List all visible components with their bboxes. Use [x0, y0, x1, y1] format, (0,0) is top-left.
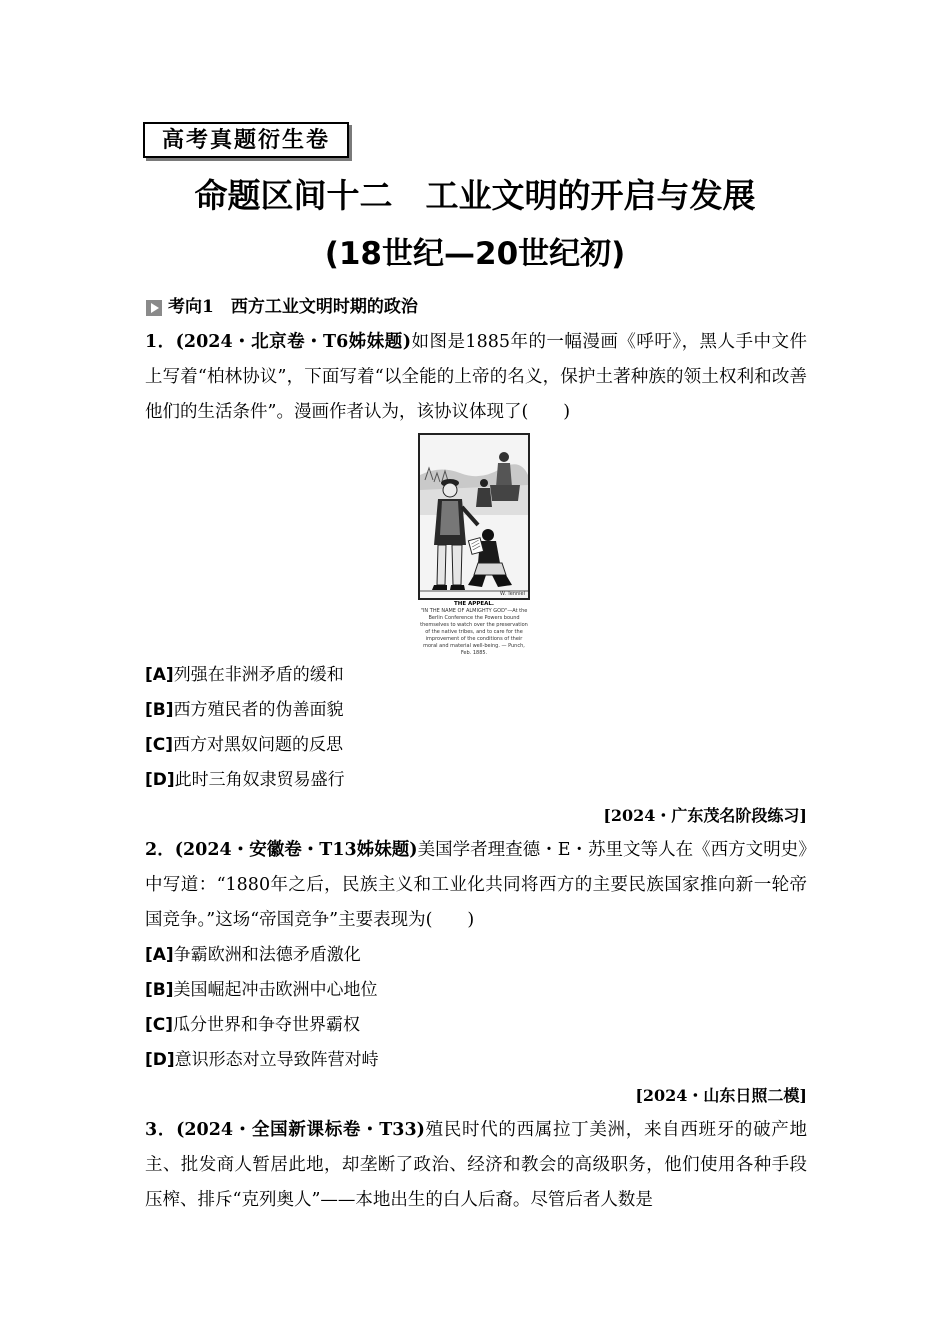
question-source-tag: (2024・安徽卷・T13姊妹题) — [174, 840, 418, 860]
question-stem: 如图是1885年的一幅漫画《呼吁》，黑人手中文件上写着“柏林协议”，下面写着“以全能的上帝的名义，保护土著种族的领土权利和改善他们的生活条件”。漫画作者认为，该协议体现了( ) — [145, 332, 807, 422]
option-letter: [A] — [145, 665, 174, 685]
section-label: 考向1 西方工业文明时期的政治 — [168, 297, 418, 317]
cartoon-drawing — [420, 435, 528, 598]
exam-tag: 高考真题衍生卷 — [143, 122, 349, 158]
option-b[interactable] — [145, 973, 807, 1008]
caption-title: THE APPEAL. — [454, 601, 494, 607]
question-1 — [145, 325, 807, 430]
content — [145, 290, 807, 1218]
question-3 — [145, 1113, 807, 1218]
question-stem: 殖民时代的西属拉丁美洲，来自西班牙的破产地主、批发商人暂居此地，却垄断了政治、经济和教会的高级职务，他们使用各种手段压榨、排斥“克列奥人”——本地出生的白人后裔。尽管后者人数是 — [145, 1120, 807, 1210]
option-text: 意识形态对立导致阵营对峙 — [174, 1050, 379, 1070]
option-letter: [B] — [145, 700, 174, 720]
option-text: 列强在非洲矛盾的缓和 — [173, 665, 344, 685]
option-letter: [A] — [145, 945, 174, 965]
question-stem: 美国学者理查德・E・苏里文等人在《西方文明史》中写道：“1880年之后，民族主义和工业化共同将西方的主要民族国家推向新一轮帝国竞争。”这场“帝国竞争”主要表现为( ) — [145, 840, 807, 930]
caption-text: "IN THE NAME OF ALMIGHTY GOD"—At the Berlin Conference the Powers bound themselves to watch over the preservation of the native tribes, and to care for the improvement of the conditions of their moral and material well-being. — Punch, Feb. 1885. — [420, 608, 528, 656]
option-letter: [C] — [145, 735, 174, 755]
play-icon — [146, 300, 162, 316]
question-2 — [145, 833, 807, 938]
option-text: 西方对黑奴问题的反思 — [173, 735, 344, 755]
option-a[interactable] — [145, 938, 807, 973]
option-text: 争霸欧洲和法德矛盾激化 — [173, 945, 361, 965]
option-letter: [C] — [145, 1015, 174, 1035]
option-text: 美国崛起冲击欧洲中心地位 — [173, 980, 378, 1000]
page-title: 命题区间十二 工业文明的开启与发展 — [194, 176, 756, 215]
cartoon-caption — [418, 601, 530, 657]
option-letter: [D] — [145, 1050, 175, 1070]
option-d[interactable] — [145, 763, 807, 798]
question-number: 3． — [145, 1120, 177, 1140]
option-letter: [D] — [145, 770, 175, 790]
cartoon-figure — [145, 433, 807, 656]
option-c[interactable] — [145, 728, 807, 763]
question-source-tag: (2024・北京卷・T6姊妹题) — [175, 332, 411, 352]
cartoon-image — [418, 433, 530, 600]
question-number: 2． — [145, 840, 175, 860]
option-a[interactable] — [145, 658, 807, 693]
section-heading — [145, 290, 807, 325]
question-source: [2024・山东日照二模] — [635, 1086, 807, 1105]
option-c[interactable] — [145, 1008, 807, 1043]
option-text: 西方殖民者的伪善面貌 — [173, 700, 344, 720]
option-letter: [B] — [145, 980, 174, 1000]
question-source: [2024・广东茂名阶段练习] — [603, 806, 807, 825]
question-number: 1． — [145, 332, 176, 352]
question-source-tag: (2024・全国新课标卷・T33) — [176, 1120, 425, 1140]
cartoon-signature: W. Tenniel — [500, 591, 526, 597]
option-d[interactable] — [145, 1043, 807, 1078]
option-text: 此时三角奴隶贸易盛行 — [174, 770, 345, 790]
option-b[interactable] — [145, 693, 807, 728]
option-text: 瓜分世界和争夺世界霸权 — [173, 1015, 361, 1035]
page-subtitle: (18世纪—20世纪初) — [324, 236, 626, 272]
